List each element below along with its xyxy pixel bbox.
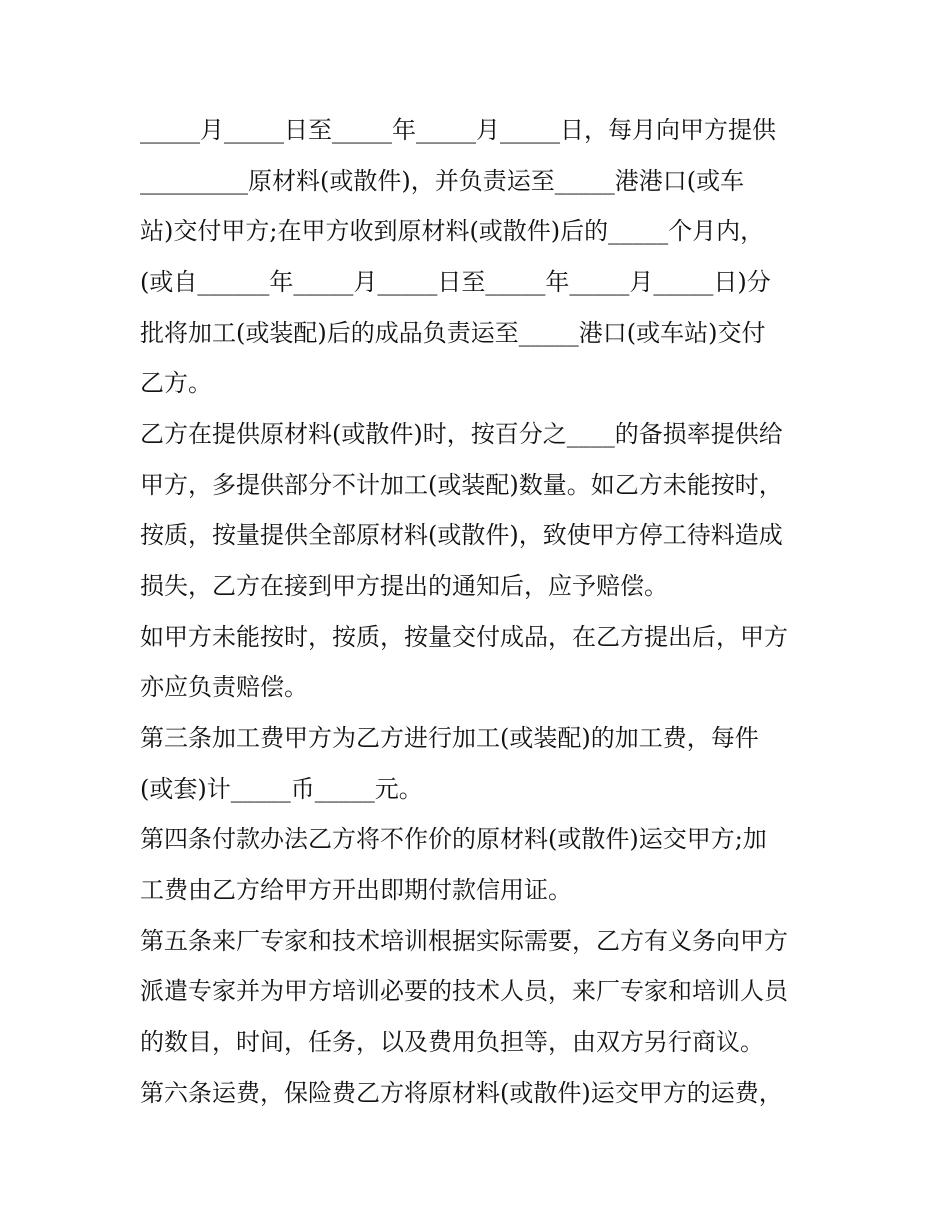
text-line: 亦应负责赔偿。 [140, 673, 308, 701]
text-line: 损失，乙方在接到甲方提出的通知后，应予赔偿。 [140, 572, 668, 600]
text-line: 甲方，多提供部分不计加工(或装配)数量。如乙方未能按时， [140, 471, 783, 499]
text-line: (或套)计_____币_____元。 [140, 775, 423, 803]
text-line: _____月_____日至_____年_____月_____日，每月向甲方提供 [140, 116, 776, 144]
text-line: 站)交付甲方;在甲方收到原材料(或散件)后的_____个月内， [140, 217, 765, 245]
text-line: 乙方在提供原材料(或散件)时，按百分之____的备损率提供给 [140, 420, 783, 448]
text-line: 第六条运费，保险费乙方将原材料(或散件)运交甲方的运费， [140, 1079, 783, 1107]
text-line: 乙方。 [140, 369, 212, 397]
text-line: 派遣专家并为甲方培训必要的技术人员，来厂专家和培训人员 [140, 977, 788, 1005]
text-line: 第五条来厂专家和技术培训根据实际需要，乙方有义务向甲方 [140, 927, 788, 955]
text-line: 如甲方未能按时，按质，按量交付成品，在乙方提出后，甲方 [140, 623, 788, 651]
text-line: 第四条付款办法乙方将不作价的原材料(或散件)运交甲方;加 [140, 825, 767, 853]
text-line: 按质，按量提供全部原材料(或散件)，致使甲方停工待料造成 [140, 521, 783, 549]
text-line: 批将加工(或装配)后的成品负责运至_____港口(或车站)交付 [140, 319, 766, 347]
text-line: (或自______年_____月_____日至_____年_____月_____日)分 [140, 268, 771, 296]
text-line: _________原材料(或散件)，并负责运至_____港港口(或车 [140, 167, 745, 195]
text-line: 的数目，时间，任务，以及费用负担等，由双方另行商议。 [140, 1028, 764, 1056]
text-line: 工费由乙方给甲方开出即期付款信用证。 [140, 876, 572, 904]
text-line: 第三条加工费甲方为乙方进行加工(或装配)的加工费，每件 [140, 724, 759, 752]
